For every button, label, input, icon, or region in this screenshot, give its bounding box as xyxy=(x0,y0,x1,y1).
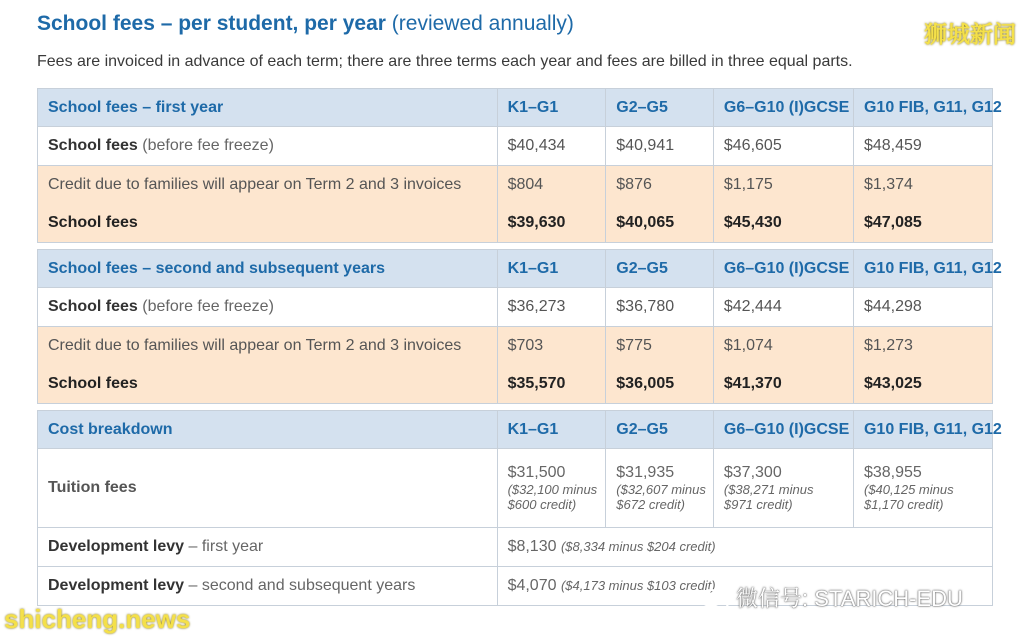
column-header: K1–G1 xyxy=(497,89,606,127)
subsequent-years-table xyxy=(37,249,1002,404)
row-label xyxy=(38,528,498,567)
row-label-rest: (before fee freeze) xyxy=(142,137,274,154)
cell-value: $31,500 xyxy=(507,464,566,481)
table-row xyxy=(38,127,993,166)
row-label-bold: Development levy xyxy=(48,538,185,555)
table-cell: $44,298 xyxy=(853,288,992,327)
column-header: K1–G1 xyxy=(497,250,606,288)
row-label-rest: – first year xyxy=(188,538,264,555)
page-title xyxy=(37,12,574,36)
watermark-top-right: 狮城新闻 xyxy=(924,21,1016,47)
table-header-row xyxy=(38,250,993,288)
row-label: Tuition fees xyxy=(38,449,498,528)
wechat-icon xyxy=(700,589,730,611)
title-suffix: (reviewed annually) xyxy=(391,12,574,35)
row-label-bold: Development levy xyxy=(48,577,185,594)
column-header: G10 FIB, G11, G12 xyxy=(853,411,992,449)
row-label: Credit due to families will appear on Term 2 and 3 invoices xyxy=(38,327,498,366)
table-row xyxy=(38,288,993,327)
table-cell: $40,065 xyxy=(606,204,714,243)
table-header-label: School fees – first year xyxy=(38,89,498,127)
table-cell: $35,570 xyxy=(497,365,606,404)
watermark-bottom-right xyxy=(700,582,963,613)
column-header: G2–G5 xyxy=(606,411,714,449)
column-header: G10 FIB, G11, G12 xyxy=(853,250,992,288)
cell-value: $31,935 xyxy=(616,464,675,481)
table-cell xyxy=(497,449,606,528)
table-cell: $1,074 xyxy=(713,327,853,366)
table-cell xyxy=(853,449,992,528)
row-label xyxy=(38,288,498,327)
wechat-id-text: 微信号: STARICH-EDU xyxy=(736,586,963,611)
table-cell xyxy=(713,449,853,528)
table-cell: $45,430 xyxy=(713,204,853,243)
cell-note: ($40,125 minus xyxy=(863,482,954,497)
table-cell xyxy=(497,528,992,567)
table-cell: $46,605 xyxy=(713,127,853,166)
table-row xyxy=(38,166,993,205)
row-label: School fees xyxy=(38,365,498,404)
title-main: School fees – per student, per year xyxy=(37,12,386,35)
row-label: School fees xyxy=(38,204,498,243)
column-header: G6–G10 (I)GCSE xyxy=(713,89,853,127)
table-row xyxy=(38,449,993,528)
table-row xyxy=(38,528,993,567)
row-label-bold: School fees xyxy=(48,137,138,154)
column-header: G6–G10 (I)GCSE xyxy=(713,250,853,288)
table-cell: $39,630 xyxy=(497,204,606,243)
table-header-row xyxy=(38,89,993,127)
table-header-row xyxy=(38,411,993,449)
column-header: G2–G5 xyxy=(606,89,714,127)
watermark-bottom-left: shicheng.news xyxy=(4,604,191,634)
page-subtitle: Fees are invoiced in advance of each term; there are three terms each year and fees are billed in three equal parts. xyxy=(37,53,853,70)
first-year-table xyxy=(37,88,1002,243)
table-cell: $1,374 xyxy=(853,166,992,205)
row-label xyxy=(38,127,498,166)
cell-note: ($38,271 minus xyxy=(723,482,814,497)
row-label-bold: School fees xyxy=(48,298,138,315)
row-label-rest: – second and subsequent years xyxy=(188,577,416,594)
table-cell: $43,025 xyxy=(853,365,992,404)
table-cell: $42,444 xyxy=(713,288,853,327)
column-header: K1–G1 xyxy=(497,411,606,449)
column-header: G6–G10 (I)GCSE xyxy=(713,411,853,449)
cell-value: $8,130 xyxy=(507,538,557,555)
table-header-label: Cost breakdown xyxy=(38,411,498,449)
row-label-rest: (before fee freeze) xyxy=(142,298,274,315)
table-cell: $804 xyxy=(497,166,606,205)
cell-note: $672 credit) xyxy=(616,497,685,512)
table-cell: $47,085 xyxy=(853,204,992,243)
cell-value: $4,070 xyxy=(507,577,557,594)
table-row xyxy=(38,327,993,366)
column-header: G10 FIB, G11, G12 xyxy=(853,89,992,127)
cell-value: $37,300 xyxy=(723,464,782,481)
cell-note: $1,170 credit) xyxy=(863,497,944,512)
table-cell: $36,005 xyxy=(606,365,714,404)
table-cell: $36,273 xyxy=(497,288,606,327)
cell-note: ($32,607 minus xyxy=(616,482,706,497)
table-cell: $775 xyxy=(606,327,714,366)
cell-note: ($4,173 minus $103 credit) xyxy=(560,578,716,593)
row-label xyxy=(38,567,498,606)
table-cell: $1,175 xyxy=(713,166,853,205)
table-row xyxy=(38,365,993,404)
table-cell: $36,780 xyxy=(606,288,714,327)
column-header: G2–G5 xyxy=(606,250,714,288)
table-row xyxy=(38,204,993,243)
cell-value: $38,955 xyxy=(863,464,922,481)
table-cell: $40,434 xyxy=(497,127,606,166)
table-cell: $40,941 xyxy=(606,127,714,166)
table-cell: $703 xyxy=(497,327,606,366)
cost-breakdown-table xyxy=(37,410,1002,606)
cell-note: ($32,100 minus xyxy=(507,482,598,497)
row-label: Credit due to families will appear on Term 2 and 3 invoices xyxy=(38,166,498,205)
cell-note: ($8,334 minus $204 credit) xyxy=(560,539,716,554)
cell-note: $600 credit) xyxy=(507,497,577,512)
table-header-label: School fees – second and subsequent years xyxy=(38,250,498,288)
table-cell: $48,459 xyxy=(853,127,992,166)
table-cell: $41,370 xyxy=(713,365,853,404)
cell-note: $971 credit) xyxy=(723,497,793,512)
table-cell: $1,273 xyxy=(853,327,992,366)
table-cell xyxy=(606,449,714,528)
table-cell: $876 xyxy=(606,166,714,205)
